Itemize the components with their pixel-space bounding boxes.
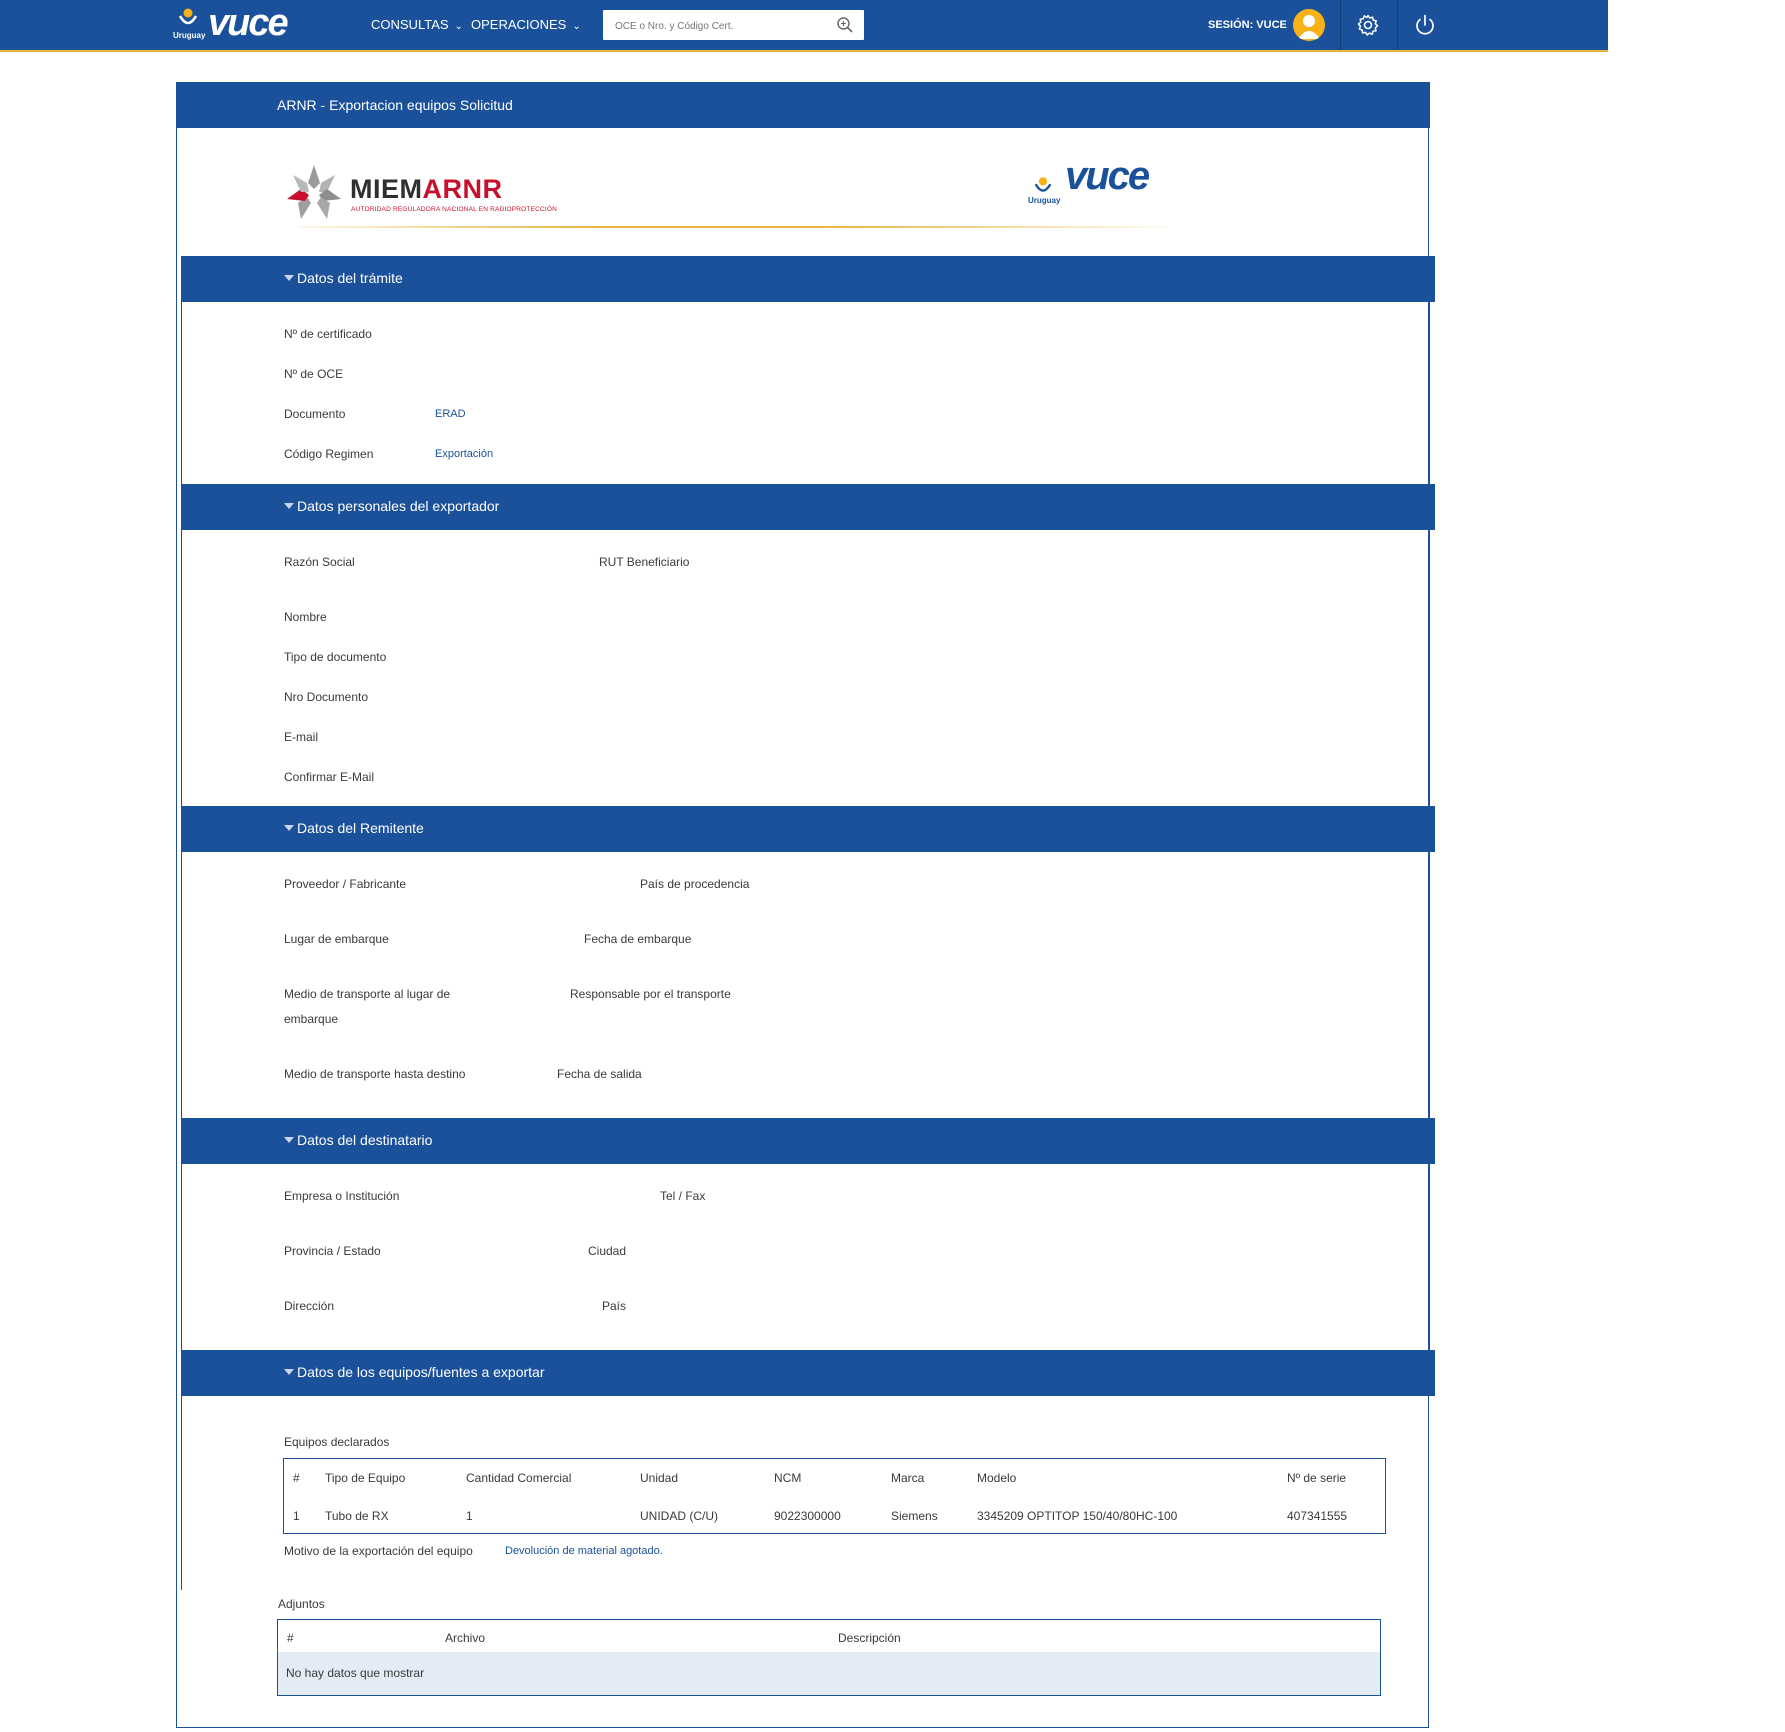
adjuntos-header-archivo: Archivo [445,1631,486,1645]
table-header-ncm: NCM [774,1471,802,1485]
section-header-destinatario[interactable] [182,1118,1435,1164]
form-title-bar [176,82,1430,128]
label-empresa: Empresa o Institución [284,1189,400,1203]
label-medio-lugar: Medio de transporte al lugar de [284,987,451,1001]
nav-consultas[interactable] [371,17,463,32]
section-header-exportador[interactable] [182,484,1435,530]
value-documento: ERAD [435,408,466,420]
section-title: Datos de los equipos/fuentes a exportar [297,1364,545,1380]
session-label: SESIÓN: VUCE [1208,19,1287,31]
cell-marca: Siemens [891,1509,938,1523]
label-tipo-documento: Tipo de documento [284,650,387,664]
adjuntos-header-num: # [287,1631,294,1645]
user-avatar-icon[interactable] [1293,9,1325,41]
cell-tipo: Tubo de RX [325,1509,389,1523]
label-responsable: Responsable por el transporte [570,987,731,1001]
section-title: Datos del destinatario [297,1132,433,1148]
brand-country: Uruguay [173,31,206,40]
equipos-table [283,1458,1386,1534]
cell-num: 1 [293,1509,300,1523]
label-provincia: Provincia / Estado [284,1244,381,1258]
section-header-tramite[interactable] [182,256,1435,302]
label-confirm-email: Confirmar E-Mail [284,770,375,784]
brand-word: vuce [208,2,287,44]
label-fecha-salida: Fecha de salida [557,1067,642,1081]
arnr-text: ARNR [422,174,503,204]
table-header-unidad: Unidad [640,1471,679,1485]
navbar-divider [1340,0,1341,50]
cell-unidad: UNIDAD (C/U) [640,1509,718,1523]
nav-consultas-label: CONSULTAS [371,17,449,32]
vuce-word: vuce [1065,154,1149,198]
section-header-equipos[interactable] [182,1350,1435,1396]
section-title: Datos del trámite [297,270,403,286]
uruguay-sun-icon [1033,175,1053,197]
cell-ncm: 9022300000 [774,1509,841,1523]
section-title: Datos del Remitente [297,820,424,836]
label-email: E-mail [284,730,319,744]
label-equipos-declarados: Equipos declarados [284,1435,390,1449]
vuce-country: Uruguay [1028,196,1061,205]
caret-down-icon [284,1137,294,1143]
table-header-cantidad: Cantidad Comercial [466,1471,572,1485]
table-empty-row [278,1652,1380,1695]
label-motivo: Motivo de la exportación del equipo [284,1544,473,1558]
table-header-marca: Marca [891,1471,925,1485]
user-icon [1293,9,1325,41]
label-tel-fax: Tel / Fax [660,1189,706,1203]
label-nro-documento: Nro Documento [284,690,369,704]
label-documento: Documento [284,407,346,421]
table-header-modelo: Modelo [977,1471,1017,1485]
caret-down-icon [284,1369,294,1375]
miem-flower-logo-icon [283,163,345,221]
label-regimen: Código Regimen [284,447,374,461]
nav-operaciones[interactable] [471,17,581,32]
navbar-divider [1397,0,1398,50]
label-rut: RUT Beneficiario [599,555,690,569]
label-pais-procedencia: País de procedencia [640,877,750,891]
adjuntos-table [277,1619,1381,1696]
caret-down-icon [284,503,294,509]
logo-divider [298,226,1168,228]
label-medio-lugar-cont: embarque [284,1012,339,1026]
label-oce: Nº de OCE [284,367,344,381]
label-certificado: Nº de certificado [284,327,372,341]
label-direccion: Dirección [284,1299,335,1313]
label-fecha-embarque: Fecha de embarque [584,932,692,946]
label-lugar-embarque: Lugar de embarque [284,932,389,946]
cell-serie: 407341555 [1287,1509,1348,1523]
motivo-link[interactable]: Devolución de material agotado. [505,1545,663,1557]
cell-cantidad: 1 [466,1509,473,1523]
page-title: ARNR - Exportacion equipos Solicitud [277,97,513,113]
table-header-tipo: Tipo de Equipo [325,1471,406,1485]
search-input[interactable] [613,16,827,36]
label-medio-destino: Medio de transporte hasta destino [284,1067,466,1081]
caret-down-icon [284,275,294,281]
empty-message: No hay datos que mostrar [286,1666,425,1680]
power-icon[interactable] [1413,13,1437,37]
search-box [603,10,864,40]
table-header-num: # [293,1471,300,1485]
search-icon[interactable] [836,16,854,34]
label-ciudad: Ciudad [588,1244,627,1258]
value-regimen: Exportación [435,448,494,460]
label-razon-social: Razón Social [284,555,355,569]
nav-operaciones-label: OPERACIONES [471,17,567,32]
miem-subtitle: AUTORIDAD REGULADORA NACIONAL EN RADIOPROTECCIÓN [351,206,558,213]
label-adjuntos: Adjuntos [278,1597,325,1611]
cell-modelo: 3345209 OPTITOP 150/40/80HC-100 [977,1509,1178,1523]
caret-down-icon [284,825,294,831]
miem-arnr-logo-text [350,174,503,205]
top-navbar [0,0,1608,52]
section-header-remitente[interactable] [182,806,1435,852]
label-proveedor: Proveedor / Fabricante [284,877,407,891]
miem-text: MIEM [350,174,423,204]
gear-icon[interactable] [1356,13,1380,37]
chevron-down-icon: ⌄ [572,21,581,32]
table-header-serie: Nº de serie [1287,1471,1347,1485]
section-title: Datos personales del exportador [297,498,500,514]
label-pais: País [602,1299,627,1313]
label-nombre: Nombre [284,610,327,624]
uruguay-sun-icon [178,6,198,30]
adjuntos-header-descripcion: Descripción [838,1631,901,1645]
chevron-down-icon: ⌄ [454,21,463,32]
